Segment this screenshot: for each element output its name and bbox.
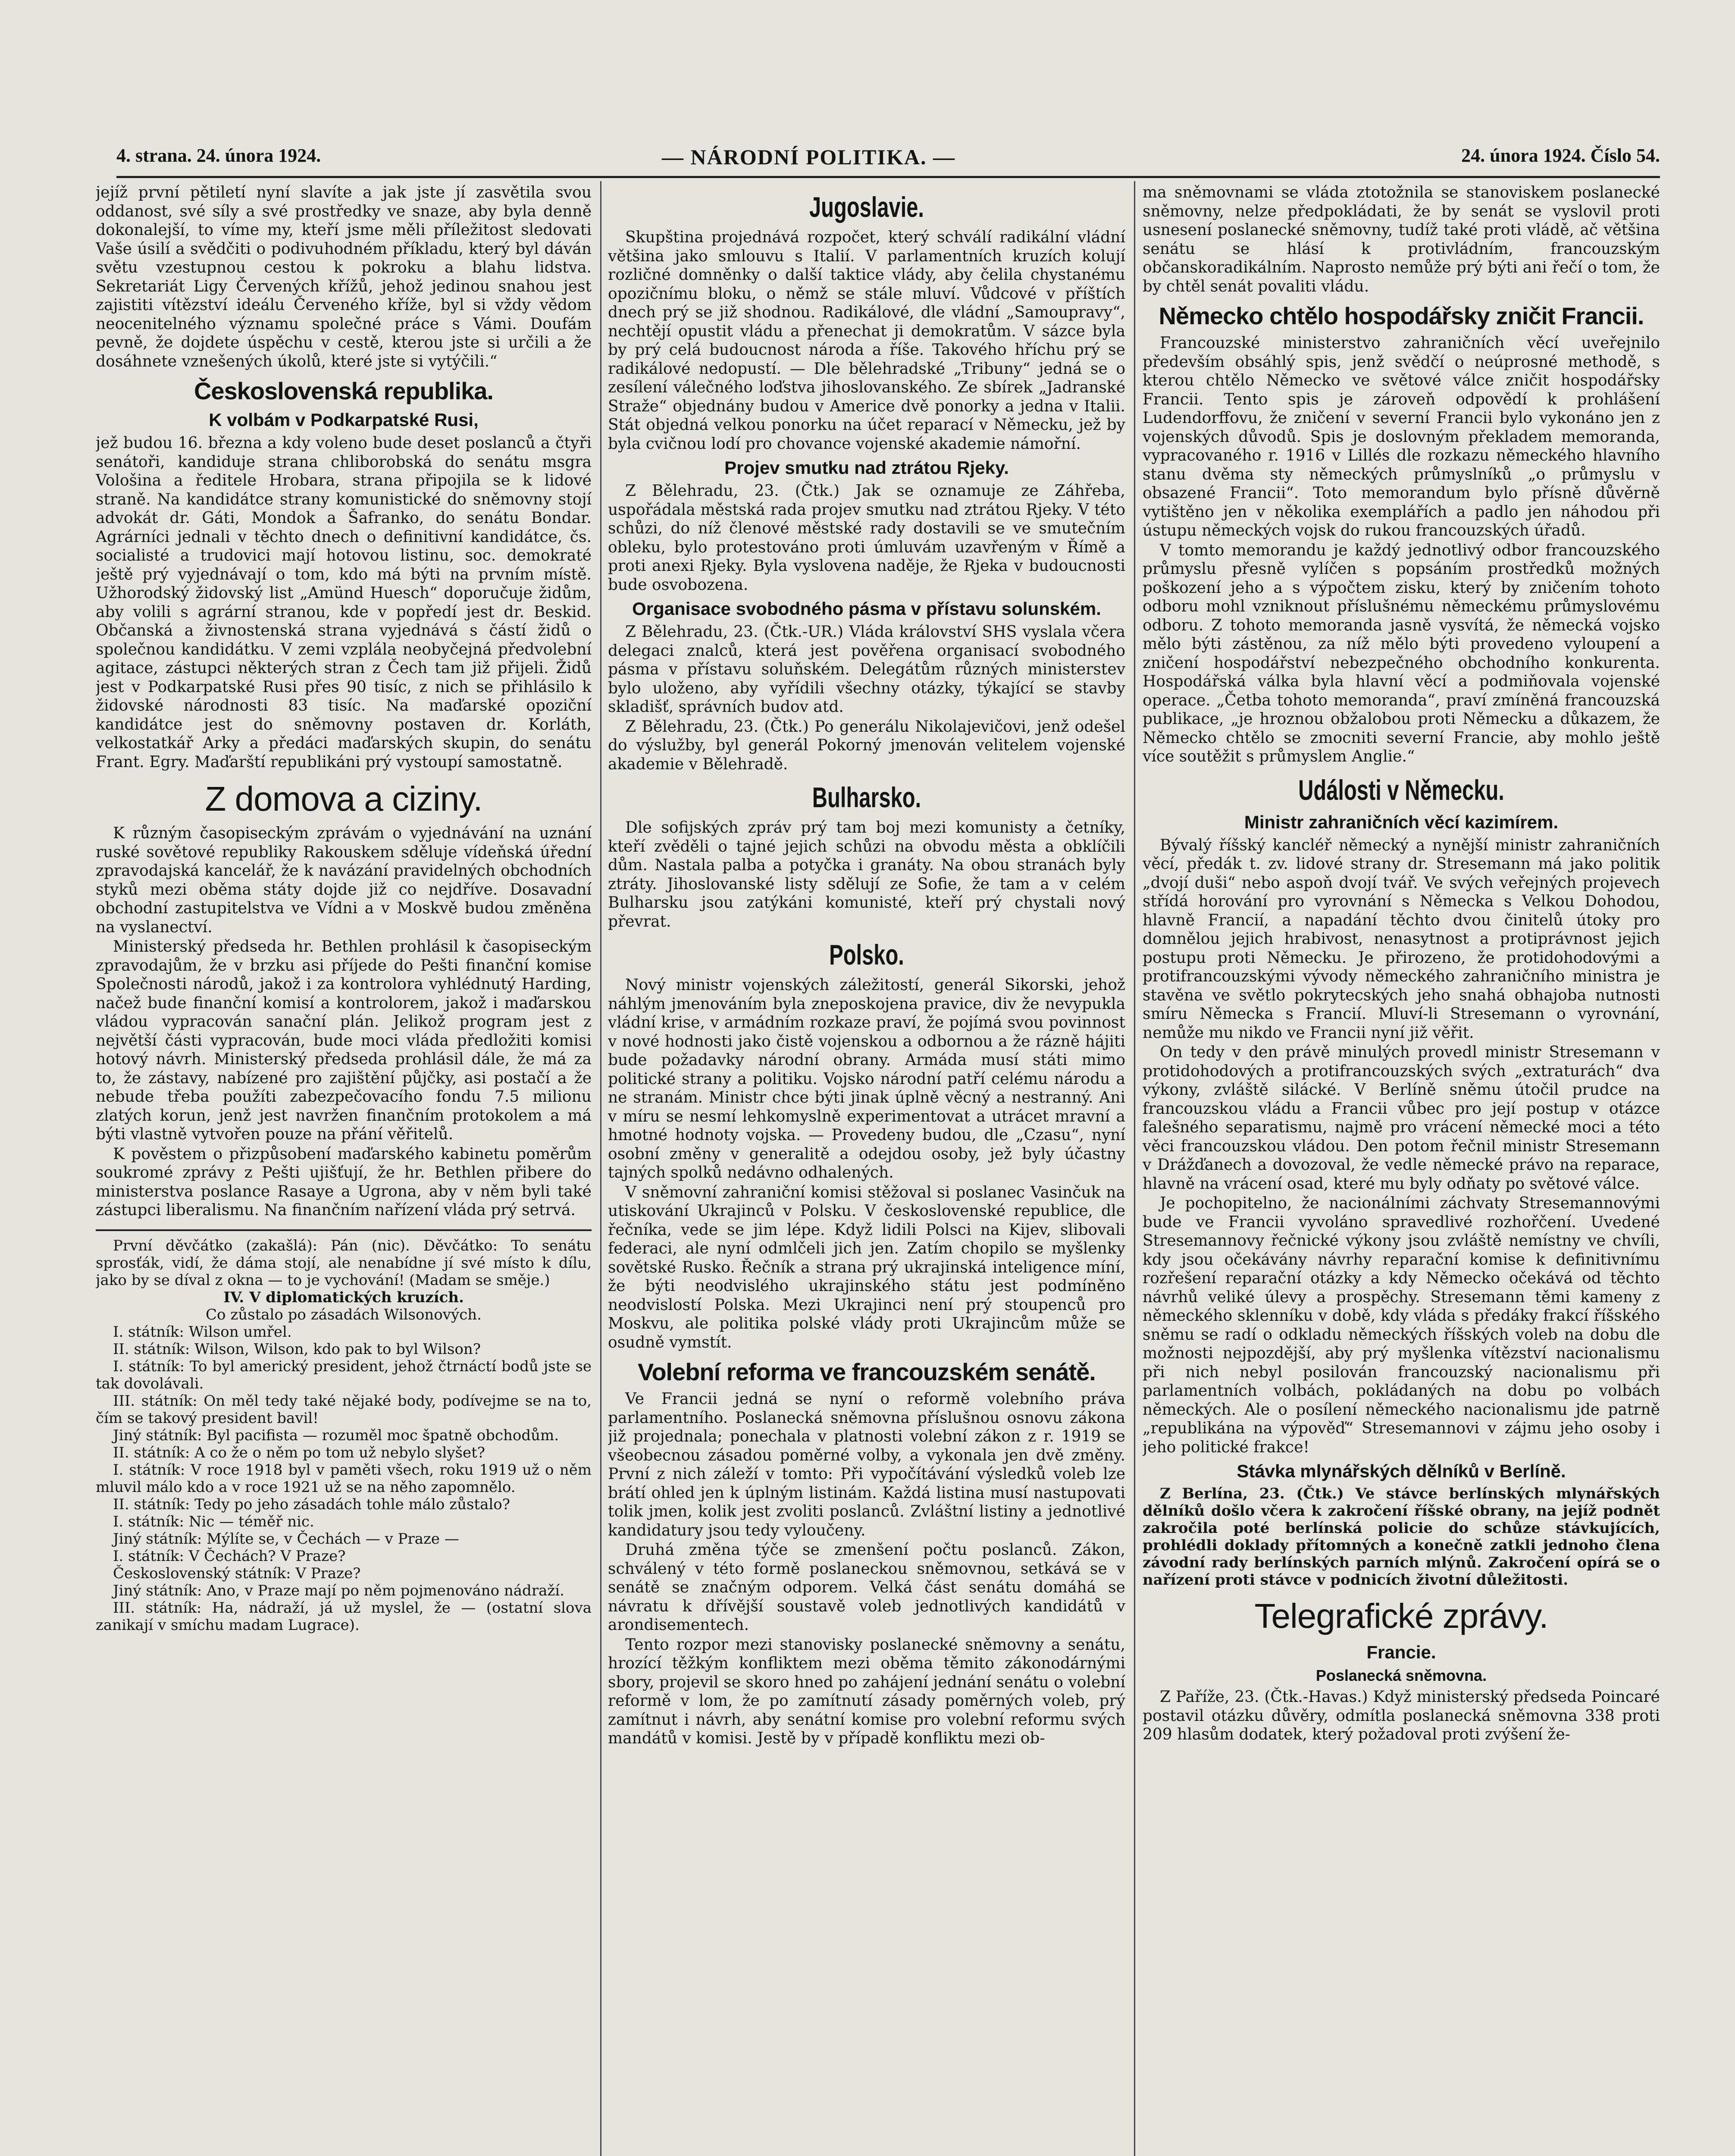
article-text: On tedy v den právě minulých provedl ministr Stresemann v protidohodových a protifrancouzských svých „extraturách“ dva výkony, zvláště silácké. V Berlíně sněmu útočil prudce na francouzskou vládu a Francii vůbec pro její postup v otázce falešného separatismu, najmě pro vrácení německé moci a této věci francouzskou vládou. Den potom řečnil ministr Stresemann v Drážďanech a dovozoval, že vedle německé právo na reparace, hlavně na vrácení osad, které mu byly odňaty po světové válce. [1143, 1044, 1660, 1193]
column-1 [96, 183, 592, 2156]
article-text: K pověstem o přizpůsobení maďarského kabinetu poměrům soukromé zprávy z Pešti ujišťují, že hr. Bethlen přibere do ministerstva poslance Rasaye a Ugrona, aby v něm byli také zástupci liberalismu. Na finančním nařízení vláda prý setrvá. [96, 1145, 592, 1219]
page-info: 4. strana. 24. února 1924. [116, 145, 321, 166]
article-heading: Projev smutku nad ztrátou Rjeky. [724, 458, 1009, 478]
section-heading: Německo chtělo hospodářsky zničit Francii. [1159, 302, 1644, 329]
article-text: V sněmovní zahraniční komisi stěžoval si poslanec Vasinčuk na utiskování Ukrajinců v Polsku. V československé republice, dle řečníka, vede se jim lépe. Když lidili Polsci na Kijev, slibovali federaci, ale nyní odmlčeli jich jen. Zatím chopilo se myšlenky sovětské Rusko. Řečník a strana prý ukrajinská inteligence míní, že býti neodvislého ukrajinského státu jest podmíněno neodvislostí Polska. Mezi Ukrajinci není prý stoupenců pro Moskvu, ale politika polské vlády proti Ukrajincům může se osudně vymstít. [608, 1183, 1125, 1351]
article-text: V tomto memorandu je každý jednotlivý odbor francouzského průmyslu přesně vylíčen s popsáním prostředků možných poškození jeho a s výpočtem zisku, který by zničením tohoto odboru mohl vzniknout příslušnému německému průmyslovému odboru. Z tohoto memoranda jasně vysvítá, že německá vojsko mělo býti zástěnou, za níž mělo býti provedeno vyloupení a zničení hospodářství nebezpečného obchodního konkurenta. Hospodářská válka byla hlavní věcí a podmiňovala vojenské operace. „Četba tohoto memoranda“, praví zmíněná francouzská publikace, „je hroznou obžalobou proti Německu a důkazem, že Německo chtělo se zmocniti severní Francie, aby mohlo ještě více soutěžit s průmyslem Anglie.“ [1143, 541, 1660, 765]
article-text: Dle sofijských zpráv prý tam boj mezi komunisty a četníky, kteří zvěděli o tajné jejich schůzi na obvodu města a obklíčili dům. Nastala palba a potyčka i granáty. Na obou stranách byly ztráty. Jihoslovanské listy sdělují ze Sofie, že tam a v celém Bulharsku jsou zatýkáni komunisté, kteří prý chystali nový převrat. [608, 819, 1125, 931]
dialog-line: III. státník: On měl tedy také nějaké body, podívejme se na to, čím se takový president bavil! [96, 1392, 592, 1427]
dialog-line: Jiný státník: Byl pacifista — rozuměl moc špatně obchodům. [113, 1426, 559, 1444]
article-text: jež budou 16. března a kdy voleno bude deset poslanců a čtyři senátoři, kandiduje strana chliborobská do senátu msgra Vološina a ředitele Hrobara, strana připojila se k lidové straně. Na kandidátce strany komunistické do sněmovny stojí advokát dr. Gáti, Mondok a Šafranko, do senátu Bondar. Agrárníci jednali v těchto dnech o definitivní kandidátce, čs. socialisté a trudovici mají hotovou listinu, soc. demokraté ještě prý vyjednávají o tom, kdo má býti na prvním místě. Užhorodský židovský list „Amünd Huesch“ doporučuje židům, aby volili s agrární stranou, kde v popředí jest dr. Beskid. Občanská a živnostenská strana vyjednává s částí židů o společnou kandidátku. V zemi vzplála neobyčejná předvolební agitace, zástupci některých stran z Čech tam již přijeli. Židů jest v Podkarpatské Rusi přes 90 tisíc, z nich se přihlásilo k židovské národnosti 83 tisíc. Na maďarské opoziční kandidátce jest do sněmovny postaven dr. Korláth, velkostatkář Arky a předáci maďarských skupin, do senátu Frant. Egry. Maďarští republikáni prý vystoupí samostatně. [96, 434, 592, 771]
article-text: Nový ministr vojenských záležitostí, generál Sikorski, jehož náhlým jmenováním byla zneposkojena pravice, div že nevypukla vládní krise, v armádním rozkaze praví, že pojímá svou povinnost v nové hodnosti jako čistě vojenskou a odbornou a že rázně hájiti bude požadavky národní obrany. Armáda musí státi mimo politické strany a politiku. Vojsko národní patří celému národu a ne stranám. Ministr chce býti jinak úplně věcný a nestranný. Ani v míru se nesmí lehkomyslně experimentovat a utrácet mravní a hmotné hodnoty vojska. — Provedeny budou, dle „Czasu“, nyní osobní změny v generalitě a odejdou osoby, jež byly účastny tajných spolků nedávno odhalených. [608, 976, 1125, 1181]
article-text: Ve Francii jedná se nyní o reformě volebního práva parlamentního. Poslanecká sněmovna příslušnou osnovu zákona již projednala; ponechala v platnosti volební zákon z r. 1919 se všeobecnou zásadou poměrné volby, a vykonala jen dvě změny. První z nich záleží v tomto: Při vypočítávání výsledků voleb lze brátí ohled jen k úplným listinám. Každá listina musí nastupovati tolik jmen, kolik jest zvoliti poslanců. Zvláštní listiny a jednotlivé kandidatury jsou tedy vyloučeny. [608, 1390, 1125, 1539]
article-text: Francouzské ministerstvo zahraničních věcí uveřejnilo především obsáhlý spis, jenž svědčí o neúprosné methodě, s kterou chtělo Německo ve světové válce zničit hospodářsky Francii. Tento spis je zároveň odpovědí k prohlášení Ludendorffovu, že zničení v severní Francii bylo vykonáno jen z vojenských důvodů. Spis je doslovným překladem memoranda, vypracovaného r. 1916 v Lillés dle rozkazu německého hlavního stanu dvěma sty německých průmyslníků „o průmyslu v obsazené Francii“. Toto memorandum bylo přísně důvěrně vytištěno jen v několika exemplářích a padlo jen náhodou při ústupu německých vojsk do rukou francouzských úřadů. [1143, 334, 1660, 539]
article-text: ma sněmovnami se vláda ztotožnila se stanoviskem poslanecké sněmovny, nelze předpokládati, že by senát se vyslovil proti usnesení poslanecké sněmovny, tudíž také proti vládě, ač většina senátu se hlásí k protivládním, francouzským občanskoradikálním. Naprosto nemůže prý býti ani řečí o tom, že by chtěl senát povaliti vládu. [1143, 184, 1660, 295]
article-text: Z Bělehradu, 23. (Čtk.-UR.) Vláda království SHS vyslala včera delegaci znalců, která jest pověřena organisací svobodného pásma v přístavu soluňském. Delegátům různých ministerstev bylo uloženo, aby vyřídili všechny otázky, týkající se stavby skladišť, správních budov atd. [608, 623, 1125, 716]
article-text: Druhá změna týče se zmenšení počtu poslanců. Zákon, schválený v této formě poslaneckou sněmovnou, setkává se v senátě se značným odporem. Velká část senátu domáhá se návratu k dřívější soustavě voleb jednotlivých kandidátů v arondisementech. [608, 1541, 1125, 1634]
column-rule-1 [600, 181, 601, 2156]
section-separator [96, 1229, 592, 1231]
dialog-line: I. státník: V roce 1918 byl v paměti všech, roku 1919 už o něm mluvil málo kdo a v roce 1921 už se na něho zapomnělo. [96, 1461, 592, 1496]
dialog-feuilleton [96, 1237, 592, 1634]
dialog-line: II. státník: Tedy po jeho zásadách tohle málo zůstalo? [113, 1495, 510, 1513]
article-text: K různým časopiseckým zprávám o vyjednávání na uznání ruské sovětové republiky Rakouskem sděluje vídeňská úřední zpravodajská kancelář, že k navázání pravidelných obchodních styků mezi oběma státy dojde již co nejdříve. Dosavadní obchodní zastupitelstva ve Vídni a v Moskvě budou změněna na vyslanectví. [96, 824, 592, 936]
article-text: Ministerský předseda hr. Bethlen prohlásil k časopiseckým zpravodajům, že v brzku asi příjede do Pešti finanční komise Společnosti národů, jakož i za kontrolora vyhlédnutý Harding, načež bude finanční komisí a kontrolorem, jakož i maďarskou vládou vypracován sanační plán. Jelikož program jest z největší části vypracován, bude moci vláda předložiti komisi hotový návrh. Ministerský předseda prohlásil dále, že má za to, že zástavy, nabízené pro zajištění půjčky, asi postačí a že nebude třeba použíti zabezpečovacího fondu 7.5 milionu zlatých korun, jenž jest navržen finančním protokolem a má býti vlastně vytvořen pouze na přání věřitelů. [96, 938, 592, 1143]
article-heading: K volbám v Podkarpatské Rusi, [209, 410, 479, 430]
section-heading: Volební reforma ve francouzském senátě. [638, 1358, 1096, 1385]
article-text: Z Bělehradu, 23. (Čtk.) Po generálu Nikolajevičovi, jenž odešel do výslužby, byl generál Pokorný jmenován velitelem vojenské akademie v Bělehradě. [608, 718, 1125, 773]
dialog-line: I. státník: V Čechách? V Praze? [113, 1547, 346, 1565]
article-text: Tento rozpor mezi stanovisky poslanecké sněmovny a senátu, hrozící těžkým konfliktem mezi oběma těmito zákonodárnými sbory, projevil se skoro hned po zahájení jednání senátu o volební reformě v lom, že po zamítnutí zásady poměrných voleb, prý zamítnut i návrh, aby senátní komise pro volební reformu svých mandátů v komisi. Jestě by v případě konfliktu mezi ob- [608, 1636, 1125, 1747]
article-subheading: Poslanecká sněmovna. [1315, 1667, 1487, 1684]
article-text: Z Berlína, 23. (Čtk.) Ve stávce berlínských mlynářských dělníků došlo včera k zakročení říšské obrany, na jejíž podnět zakročila poté berlínská policie do schůze stávkujících, prohlédli doklady přítomných a konečně zatkli jednoho člena závodní rady berlínských parních mlýnů. Zakročení opírá se o nařízení proti stávce v podnicích životní důležitosti. [1143, 1485, 1660, 1589]
section-heading: Události v Německu. [1298, 774, 1504, 806]
dialog-line: Jiný státník: Mýlíte se, v Čechách — v Praze — [113, 1530, 459, 1548]
issue-number: 24. února 1924. Číslo 54. [1461, 145, 1660, 166]
dialog-line: I. státník: Wilson umřel. [113, 1323, 292, 1341]
masthead [116, 144, 1660, 175]
dialog-line: II. státník: A co že o něm po tom už nebylo slyšet? [113, 1444, 485, 1461]
dialog-line: Československý státník: V Praze? [113, 1564, 361, 1582]
dialog-line: I. státník: Nic — téměř nic. [113, 1513, 314, 1530]
section-heading: Z domova a ciziny. [205, 780, 482, 818]
column-3 [1143, 183, 1660, 2156]
article-heading: Ministr zahraničních věcí kazimírem. [1244, 812, 1559, 832]
section-heading: Telegrafické zprávy. [1254, 1597, 1548, 1635]
masthead-rule [116, 176, 1660, 178]
dialog-line: IV. V diplomatických kruzích. [223, 1288, 464, 1306]
dialog-line: II. státník: Wilson, Wilson, kdo pak to byl Wilson? [113, 1340, 481, 1358]
article-text: Z Bělehradu, 23. (Čtk.) Jak se oznamuje ze Záhřeba, uspořádala městská rada projev smutku nad ztrátou Rjeky. V této schůzi, do níž členové městské rady dostavili se ve smutečním obleku, bylo protestováno proti úmluvám uzavřeným v Římě a proti anexi Rjeky. Byla vyslovena naděje, že Rjeka v budoucnosti bude osvobozena. [608, 482, 1125, 594]
dialog-line: III. státník: Ha, nádraží, já už myslel, že — (ostatní slova zanikají v smíchu madam Lugrace). [96, 1599, 592, 1634]
dialog-line: I. státník: To byl americký president, jehož čtrnáctí bodů jste se tak dovolávali. [96, 1357, 592, 1392]
column-rule-2 [1134, 181, 1135, 2156]
article-heading: Organisace svobodného pásma v přístavu solunském. [632, 599, 1101, 619]
dialog-line: Jiný státník: Ano, v Praze mají po něm pojmenováno nádraží. [113, 1582, 564, 1599]
article-heading: Francie. [1366, 1642, 1436, 1662]
article-text: Je pochopitelno, že nacionálními záchvaty Stresemannovými bude ve Francii vyvoláno spravedlivé rozhořčení. Uvedené Stresemannovy řečnické výkony jsou zvláště nemístny ve chvíli, kdy jsou očekávány návrhy reparační komise k definitivnímu rozřešení reparační otázky a kdy Německo očekává od těchto návrhů veliké úlevy a prospěchy. Stresemann těmi kameny z německého sklenníku v době, kdy vláda s předáky frakcí říšského sněmu se radí o odkladu německých říšských voleb na dobu dle možnosti nejpozdější, aby prý myšlenka vítězství nacionalismu při nich nebyl posilován francouzský nacionalismu při parlamentních volbách, pokládaných na dobu po volbách německých. Ale o posílení německého nacionalismu jde patrně „republikána na výpověď“ Stresemannovi v zájmu jeho osoby i jeho politické frakce! [1143, 1194, 1660, 1456]
article-text: Skupština projednává rozpočet, který schválí radikální vládní většina jako smlouvu s Italií. V parlamentních kruzích kolují rozličné domněnky o další taktice vlády, aby čelila chystanému opozičnímu bloku, o němž se stále mluví. Vůdcové v příštích dnech prý se již shodnou. Radikálové, dle vládní „Samoupravy“, nechtějí opustit vládu a přenechat ji demokratům. V sázce byla by prý celá budoucnost národa a říše. Takového hříchu prý se radikálové nedopustí. — Dle bělehradské „Tribuny“ jedná se o zesílení válečného loďstva jihoslovanského. Ze sbírek „Jadranské Straže“ objednány budou v Americe dvě ponorky a jedna v Italii. Stát objedná velkou ponorku na účet reparací v Německu, jež by byla cvičnou lodí pro chovance vojenské akademie námořní. [608, 229, 1125, 453]
article-text: Bývalý říšský kancléř německý a nynější ministr zahraničních věcí, předák t. zv. lidové strany dr. Stresemann má jako politik „dvojí duši“ nebo aspoň dvojí tvář. Ve svých veřejných projevech střídá horování pro vyrovnání s Německa s Velkou Dohodou, hlavně Francií, a napadání těchto dvou činitelů útoky pro domnělou jejich hrabivost, nenasytnost a protiprávnost jejich postupu proti Německu. Je přirozeno, že protidohodovými a protifrancouzskými vývody německého zahraničního ministra je stavěna ve světlo pokrytecských jeho snahá obhajoba nutnosti smíru Německa s Francií. Mluví-li Stresemann o vyrovnání, nemůže mu nikdo ve Francii nyní již věřit. [1143, 836, 1660, 1042]
dialog-line: Co zůstalo po zásadách Wilsonových. [206, 1306, 482, 1323]
section-heading: Polsko. [829, 939, 904, 971]
section-heading: Československá republika. [194, 377, 493, 404]
column-2 [608, 183, 1125, 2156]
article-text: jejíž první pětiletí nyní slavíte a jak jste jí zasvětila svou oddanost, své síly a své prostředky ve snaze, aby byla denně dokonalejší, to víme my, kteří jsme měli příležitost sledovati Vaše úsilí a svědčiti o podivuhodném příkladu, který byl dáván světu vzestupnou cestou k pokroku a blahu lidstva. Sekretariát Ligy Červených křížů, jehož jedinou snahou jest zajistiti vítězství ideálu Červeného kříže, byl si vždy vědom neocenitelného významu společné práce s Vámi. Doufám pevně, že dojdete úspěchu v cestě, kterou jste si určili a že dosáhnete vznešených úkolů, které jste si vytýčili.“ [96, 184, 592, 370]
article-heading: Stávka mlynářských dělníků v Berlíně. [1237, 1461, 1566, 1481]
dialog-line: První děvčátko (zakašlá): Pán (nic). Děvčátko: To senátu sprosťák, vidí, že dáma stojí, ale nenabídne jí své místo k dílu, jako by se díval z okna — to je vychování! (Madam se směje.) [96, 1237, 592, 1289]
article-text: Z Paříže, 23. (Čtk.-Havas.) Když ministerský předseda Poincaré postavil otázku důvěry, odmítla poslanecká sněmovna 338 proti 209 hlasům dodatek, který požadoval proti zvýšení že- [1143, 1688, 1660, 1743]
section-heading: Jugoslavie. [809, 191, 924, 223]
section-heading: Bulharsko. [812, 781, 921, 813]
newspaper-title: — NÁRODNÍ POLITIKA. — [662, 145, 955, 169]
